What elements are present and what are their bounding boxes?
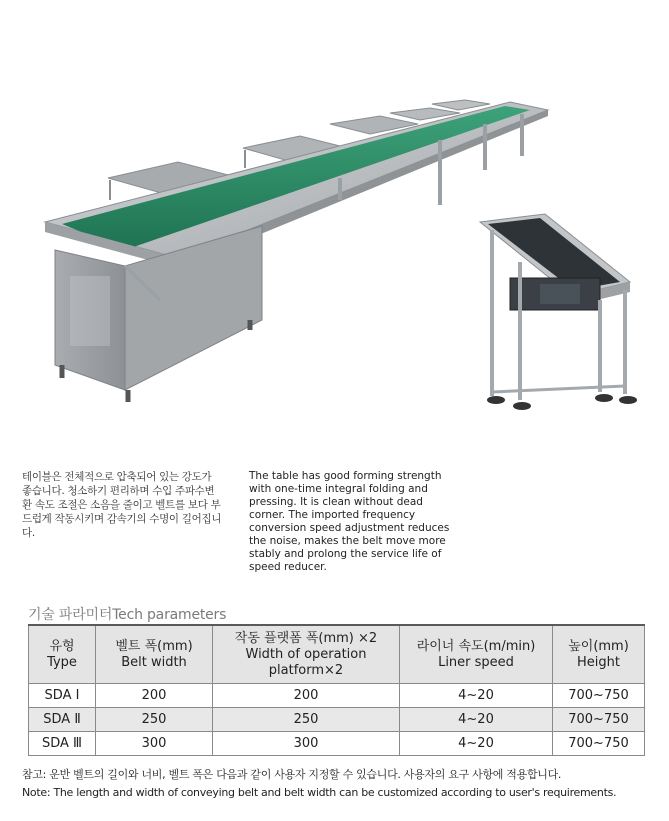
header-platform-width-extra: platform×2 (268, 662, 344, 678)
cell-liner-speed: 4~20 (400, 708, 553, 732)
small-conveyor (480, 214, 637, 410)
header-height-ko: 높이(mm) (568, 638, 629, 654)
cell-height: 700~750 (553, 708, 645, 732)
cell-type: SDA Ⅱ (29, 708, 96, 732)
header-belt-width (96, 625, 213, 684)
table-row (29, 708, 645, 732)
header-belt-width-ko: 벨트 폭(mm) (115, 638, 193, 654)
header-liner-speed-en: Liner speed (438, 654, 514, 670)
footnote-english: Note: The length and width of conveying belt and belt width can be customized according to user's requirements. (22, 786, 617, 799)
header-type (29, 625, 96, 684)
cell-height: 700~750 (553, 684, 645, 708)
header-platform-width-ko: 작동 플랫폼 폭(mm) ×2 (234, 630, 378, 646)
header-height (553, 625, 645, 684)
footnote-korean: 참고: 운반 벨트의 길이와 너비, 벨트 폭은 다음과 같이 사용자 지정할 수 있습니다. 사용자의 요구 사항에 적용합니다. (22, 768, 562, 781)
cell-belt-width: 300 (96, 732, 213, 756)
header-belt-width-en: Belt width (121, 654, 187, 670)
header-height-en: Height (577, 654, 620, 670)
header-liner-speed (400, 625, 553, 684)
description-korean: 테이블은 전체적으로 압축되어 있는 강도가 좋습니다. 청소하기 편리하며 수입 주파수변환 속도 조절은 소음을 줄이고 벨트를 보다 부드럽게 작동시키며 감속기의 수명이 길어집니다. (22, 471, 222, 539)
cell-belt-width: 200 (96, 684, 213, 708)
footnote (22, 766, 662, 802)
table-header-row (29, 625, 645, 684)
cell-platform-width: 300 (213, 732, 400, 756)
section-title: 기술 파라미터Tech parameters (28, 607, 227, 623)
table-row (29, 732, 645, 756)
header-platform-width (213, 625, 400, 684)
cell-liner-speed: 4~20 (400, 732, 553, 756)
header-platform-width-en: Width of operation (245, 646, 367, 662)
cell-belt-width: 250 (96, 708, 213, 732)
cell-type: SDA Ⅰ (29, 684, 96, 708)
cell-type: SDA Ⅲ (29, 732, 96, 756)
header-type-en: Type (47, 654, 77, 670)
header-liner-speed-ko: 라이너 속도(m/min) (416, 638, 536, 654)
cell-height: 700~750 (553, 732, 645, 756)
table-row (29, 684, 645, 708)
cell-liner-speed: 4~20 (400, 684, 553, 708)
description-english: The table has good forming strength with one-time integral folding and pressing. It is clean without dead corner. The imported frequency conversion speed adjustment reduces the noise, makes the belt move more stably and prolong the service life of speed reducer. (249, 470, 450, 573)
cell-platform-width: 200 (213, 684, 400, 708)
cell-platform-width: 250 (213, 708, 400, 732)
tech-parameters-table (28, 624, 645, 756)
header-type-ko: 유형 (49, 638, 75, 654)
